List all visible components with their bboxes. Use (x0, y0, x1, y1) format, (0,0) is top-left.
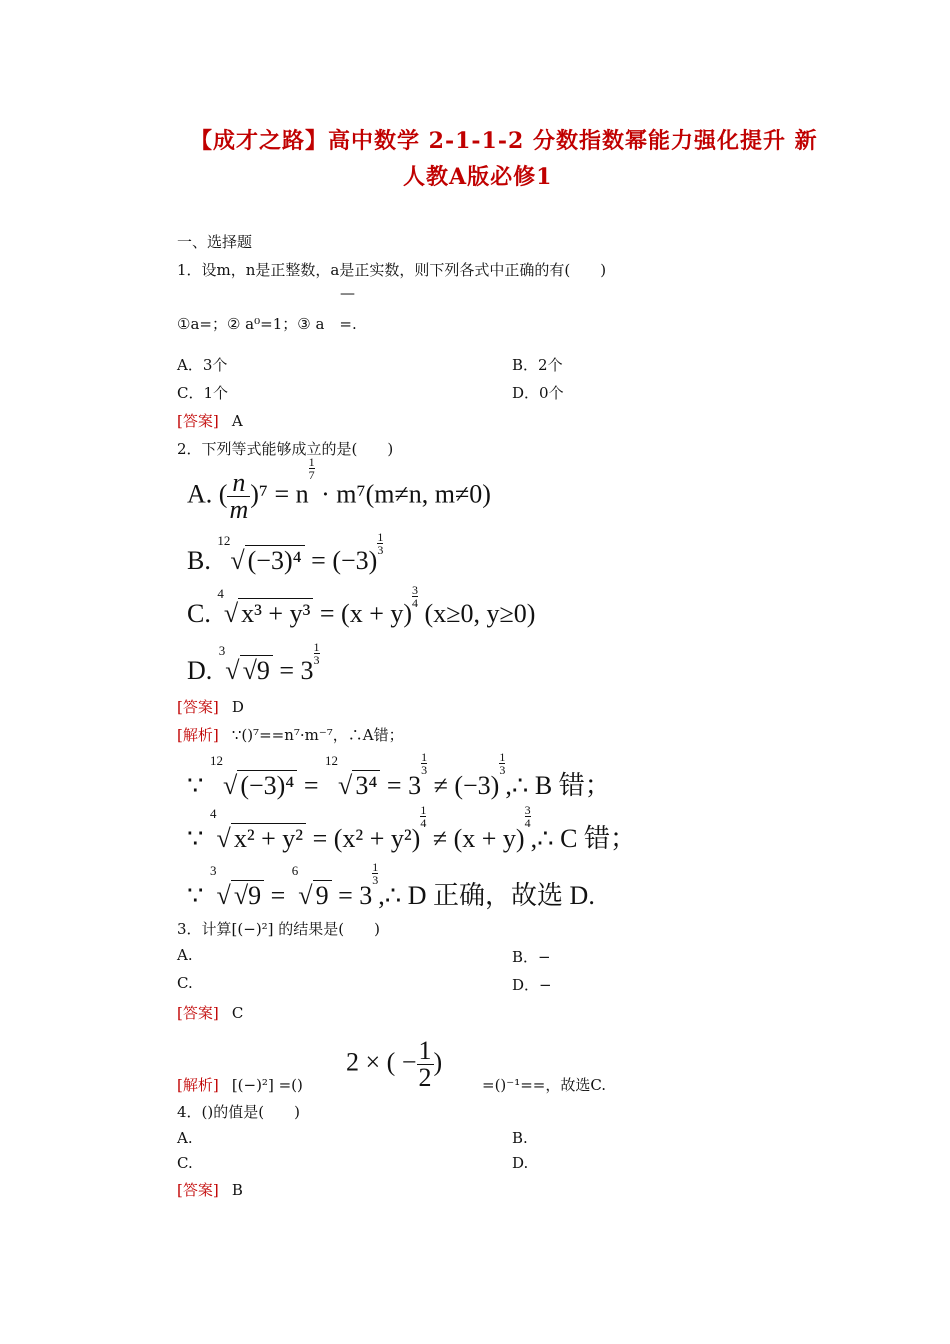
answer-label: [答案] (177, 1181, 219, 1199)
q4-answer (177, 1179, 243, 1200)
expr-tail: (x≥0, y≥0) (424, 599, 536, 628)
q3-option-c: C. (177, 974, 193, 992)
q3-analysis (177, 1074, 303, 1095)
doc-title-line2: 人教A版必修1 (403, 164, 553, 190)
option-label: C. (187, 599, 211, 628)
expr: = (−3) (311, 546, 378, 575)
q1-stem: 1．设m，n是正整数，a是正实数，则下列各式中正确的有( ) (177, 261, 607, 279)
q2-option-b: B. $^{12}$√ (−3)⁴ = (−3) $\frac{1}{3}$ (187, 530, 384, 575)
answer-value: C (231, 1004, 244, 1022)
q2-option-d: D. $^3$√ √9 = 3 $\frac{1}{3}$ (187, 640, 320, 685)
answer-label: [答案] (177, 412, 219, 430)
analysis-label: [解析] (177, 726, 219, 744)
exponent: $\frac{1}{7}$ (308, 455, 315, 482)
option-label: A. (187, 479, 213, 509)
fraction-n-over-m: $\frac{n}{m}$ (229, 468, 249, 524)
radical-index: 3 (218, 643, 226, 658)
q2-option-a (187, 455, 491, 524)
q1-items: ①a=；② a⁰=1；③ a =. (177, 315, 357, 333)
doc-title-line1: 【成才之路】高中数学 2-1-1-2 分数指数幂能力强化提升 新 (190, 128, 818, 154)
radicand: 9 (256, 656, 270, 685)
q3-option-b: B．− (512, 948, 551, 966)
answer-value: B (231, 1181, 243, 1199)
q3-analysis-formula: 2 × ( − $\frac{1}{2}$ ) (346, 1036, 443, 1092)
expr: = (x + y) (319, 599, 413, 628)
radicand: (−3)⁴ (245, 545, 305, 576)
q2-answer (177, 696, 244, 717)
q1-option-a: A．3个 (177, 356, 228, 374)
q1-answer (177, 410, 243, 431)
answer-label: [答案] (177, 1004, 219, 1022)
radical-index: 4 (217, 586, 224, 601)
q3-analysis-post: =()⁻¹==，故选C. (482, 1076, 607, 1094)
exponent: $\frac{1}{3}$ (377, 530, 384, 557)
q4-option-d: D. (512, 1154, 529, 1172)
answer-label: [答案] (177, 698, 219, 716)
q2-option-c: C. $^4$√ x³ + y³ = (x + y) $\frac{3}{4}$ (x≥0, y≥0) (187, 583, 536, 628)
exponent: $\frac{3}{4}$ (412, 583, 419, 610)
q3-stem: 3．计算[(−)²] 的结果是( ) (177, 920, 381, 938)
q4-option-b: B. (512, 1129, 528, 1147)
q2-stem: 2．下列等式能够成立的是( ) (177, 440, 394, 458)
analysis-label: [解析] (177, 1076, 219, 1094)
q3-option-a: A. (177, 946, 193, 964)
q4-stem: 4．()的值是( ) (177, 1103, 300, 1121)
section-label: 一、选择题 (177, 233, 253, 251)
expr: = 3 (279, 656, 314, 685)
expr-tail: · m⁷(m≠n, m≠0) (321, 479, 491, 509)
q4-option-a: A. (177, 1129, 193, 1147)
q1-option-c: C．1个 (177, 384, 229, 402)
answer-value: A (231, 412, 243, 430)
q1-option-d: D．0个 (512, 384, 564, 402)
q1-bar: — (340, 284, 355, 302)
analysis-pre: [(−)²] =() (231, 1076, 303, 1094)
radical-index: 12 (217, 533, 231, 548)
q2-analysis-line-d: ∵ $^3$√ √9 = $^6$√ 9 = 3 $\frac{1}{3}$ ,∴ D 正确，故选 D. (187, 860, 595, 910)
radicand: x³ + y³ (238, 598, 313, 629)
paren: ( (218, 479, 228, 509)
q2-analysis-line-c: ∵ $^4$√ x² + y² = (x² + y²) $\frac{1}{4}$ ≠ (x + y) $\frac{3}{4}$ ,∴ C 错； (187, 803, 636, 853)
option-label: B. (187, 546, 211, 575)
q2-analysis-line-b: ∵ $^{12}$√ (−3)⁴ = $^{12}$√ 3⁴ = 3 $\frac{1}{3}$ ≠ (−3) $\frac{1}{3}$ ,∴ B 错； (187, 750, 611, 800)
answer-value: D (231, 698, 244, 716)
option-label: D. (187, 656, 213, 685)
exponent: $\frac{1}{3}$ (313, 640, 320, 667)
expr: )⁷ = n (250, 479, 309, 509)
q2-analysis (177, 724, 404, 745)
q4-option-c: C. (177, 1154, 193, 1172)
q3-answer (177, 1002, 243, 1023)
q1-option-b: B．2个 (512, 356, 563, 374)
q3-option-d: D．− (512, 976, 552, 994)
analysis-text: ∵()⁷==n⁷·m⁻⁷，∴A错； (231, 726, 404, 744)
